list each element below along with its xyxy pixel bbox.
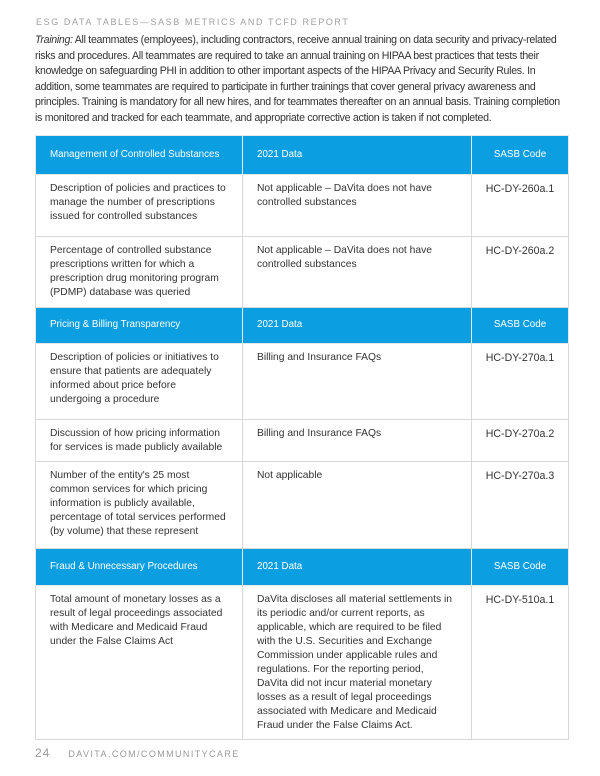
section-header-row [36, 307, 569, 343]
data-column-header: 2021 Data [243, 548, 472, 585]
metric-cell: Description of policies or initiatives to ensure that patients are adequately informed about price before undergoing a procedure [36, 343, 243, 419]
metric-cell: Description of policies and practices to manage the number of prescriptions issued for controlled substances [36, 174, 243, 236]
sasb-code-cell: HC-DY-260a.1 [472, 174, 569, 236]
data-column-header: 2021 Data [243, 135, 472, 174]
sasb-code-cell: HC-DY-510a.1 [472, 585, 569, 739]
data-cell: Billing and Insurance FAQs [243, 343, 472, 419]
table-row [36, 343, 569, 419]
data-cell: Not applicable – DaVita does not have controlled substances [243, 236, 472, 307]
section-title: Fraud & Unnecessary Procedures [36, 548, 243, 585]
section-title: Management of Controlled Substances [36, 135, 243, 174]
sasb-code-cell: HC-DY-270a.1 [472, 343, 569, 419]
sasb-code-cell: HC-DY-270a.2 [472, 419, 569, 461]
data-column-header: 2021 Data [243, 307, 472, 343]
section-title: Pricing & Billing Transparency [36, 307, 243, 343]
running-header: ESG DATA TABLES—SASB METRICS AND TCFD REPORT [36, 17, 350, 27]
data-cell: Not applicable [243, 461, 472, 548]
code-column-header: SASB Code [472, 135, 569, 174]
sasb-table [35, 135, 569, 740]
data-cell: DaVita discloses all material settlements in its periodic and/or current reports, as applicable, which are required to be filed with the U.S. Securities and Exchange Commission under applicable rules and regulations. For the reporting period, DaVita did not incur material monetary losses as a result of legal proceedings associated with Medicare and Medicaid Fraud under the False Claims Act. [243, 585, 472, 739]
data-cell: Not applicable – DaVita does not have controlled substances [243, 174, 472, 236]
table-row [36, 174, 569, 236]
table-row [36, 585, 569, 739]
metric-cell: Percentage of controlled substance prescriptions written for which a prescription drug monitoring program (PDMP) database was queried [36, 236, 243, 307]
table-row [36, 236, 569, 307]
metric-cell: Total amount of monetary losses as a result of legal proceedings associated with Medicare and Medicaid Fraud under the False Claims Act [36, 585, 243, 739]
footer-url[interactable]: DAVITA.COM/COMMUNITYCARE [68, 748, 240, 759]
section-header-row [36, 135, 569, 174]
table-row [36, 461, 569, 548]
metric-cell: Discussion of how pricing information for services is made publicly available [36, 419, 243, 461]
code-column-header: SASB Code [472, 307, 569, 343]
code-column-header: SASB Code [472, 548, 569, 585]
section-header-row [36, 548, 569, 585]
sasb-code-cell: HC-DY-270a.3 [472, 461, 569, 548]
intro-text: All teammates (employees), including contractors, receive annual training on data security and privacy-related risks and procedures. All teammates are required to take an annual training on HIPAA best practices that tests their knowledge on safeguarding PHI in addition to other important aspects of the HIPAA Privacy and Security Rules. In addition, some teammates are required to participate in further trainings that cover general privacy awareness and principles. Training is mandatory for all new hires, and for teammates thereafter on an annual basis. Training completion is monitored and tracked for each teammate, and appropriate corrective action is taken if not completed. [35, 34, 560, 124]
sasb-code-cell: HC-DY-260a.2 [472, 236, 569, 307]
table-row [36, 419, 569, 461]
metric-cell: Number of the entity's 25 most common services for which pricing information is publicly available, percentage of total services performed (by volume) that these represent [36, 461, 243, 548]
page-number: 24 [35, 745, 51, 760]
footer [35, 746, 568, 760]
intro-label: Training: [35, 34, 73, 46]
intro-paragraph [35, 33, 568, 127]
data-cell: Billing and Insurance FAQs [243, 419, 472, 461]
